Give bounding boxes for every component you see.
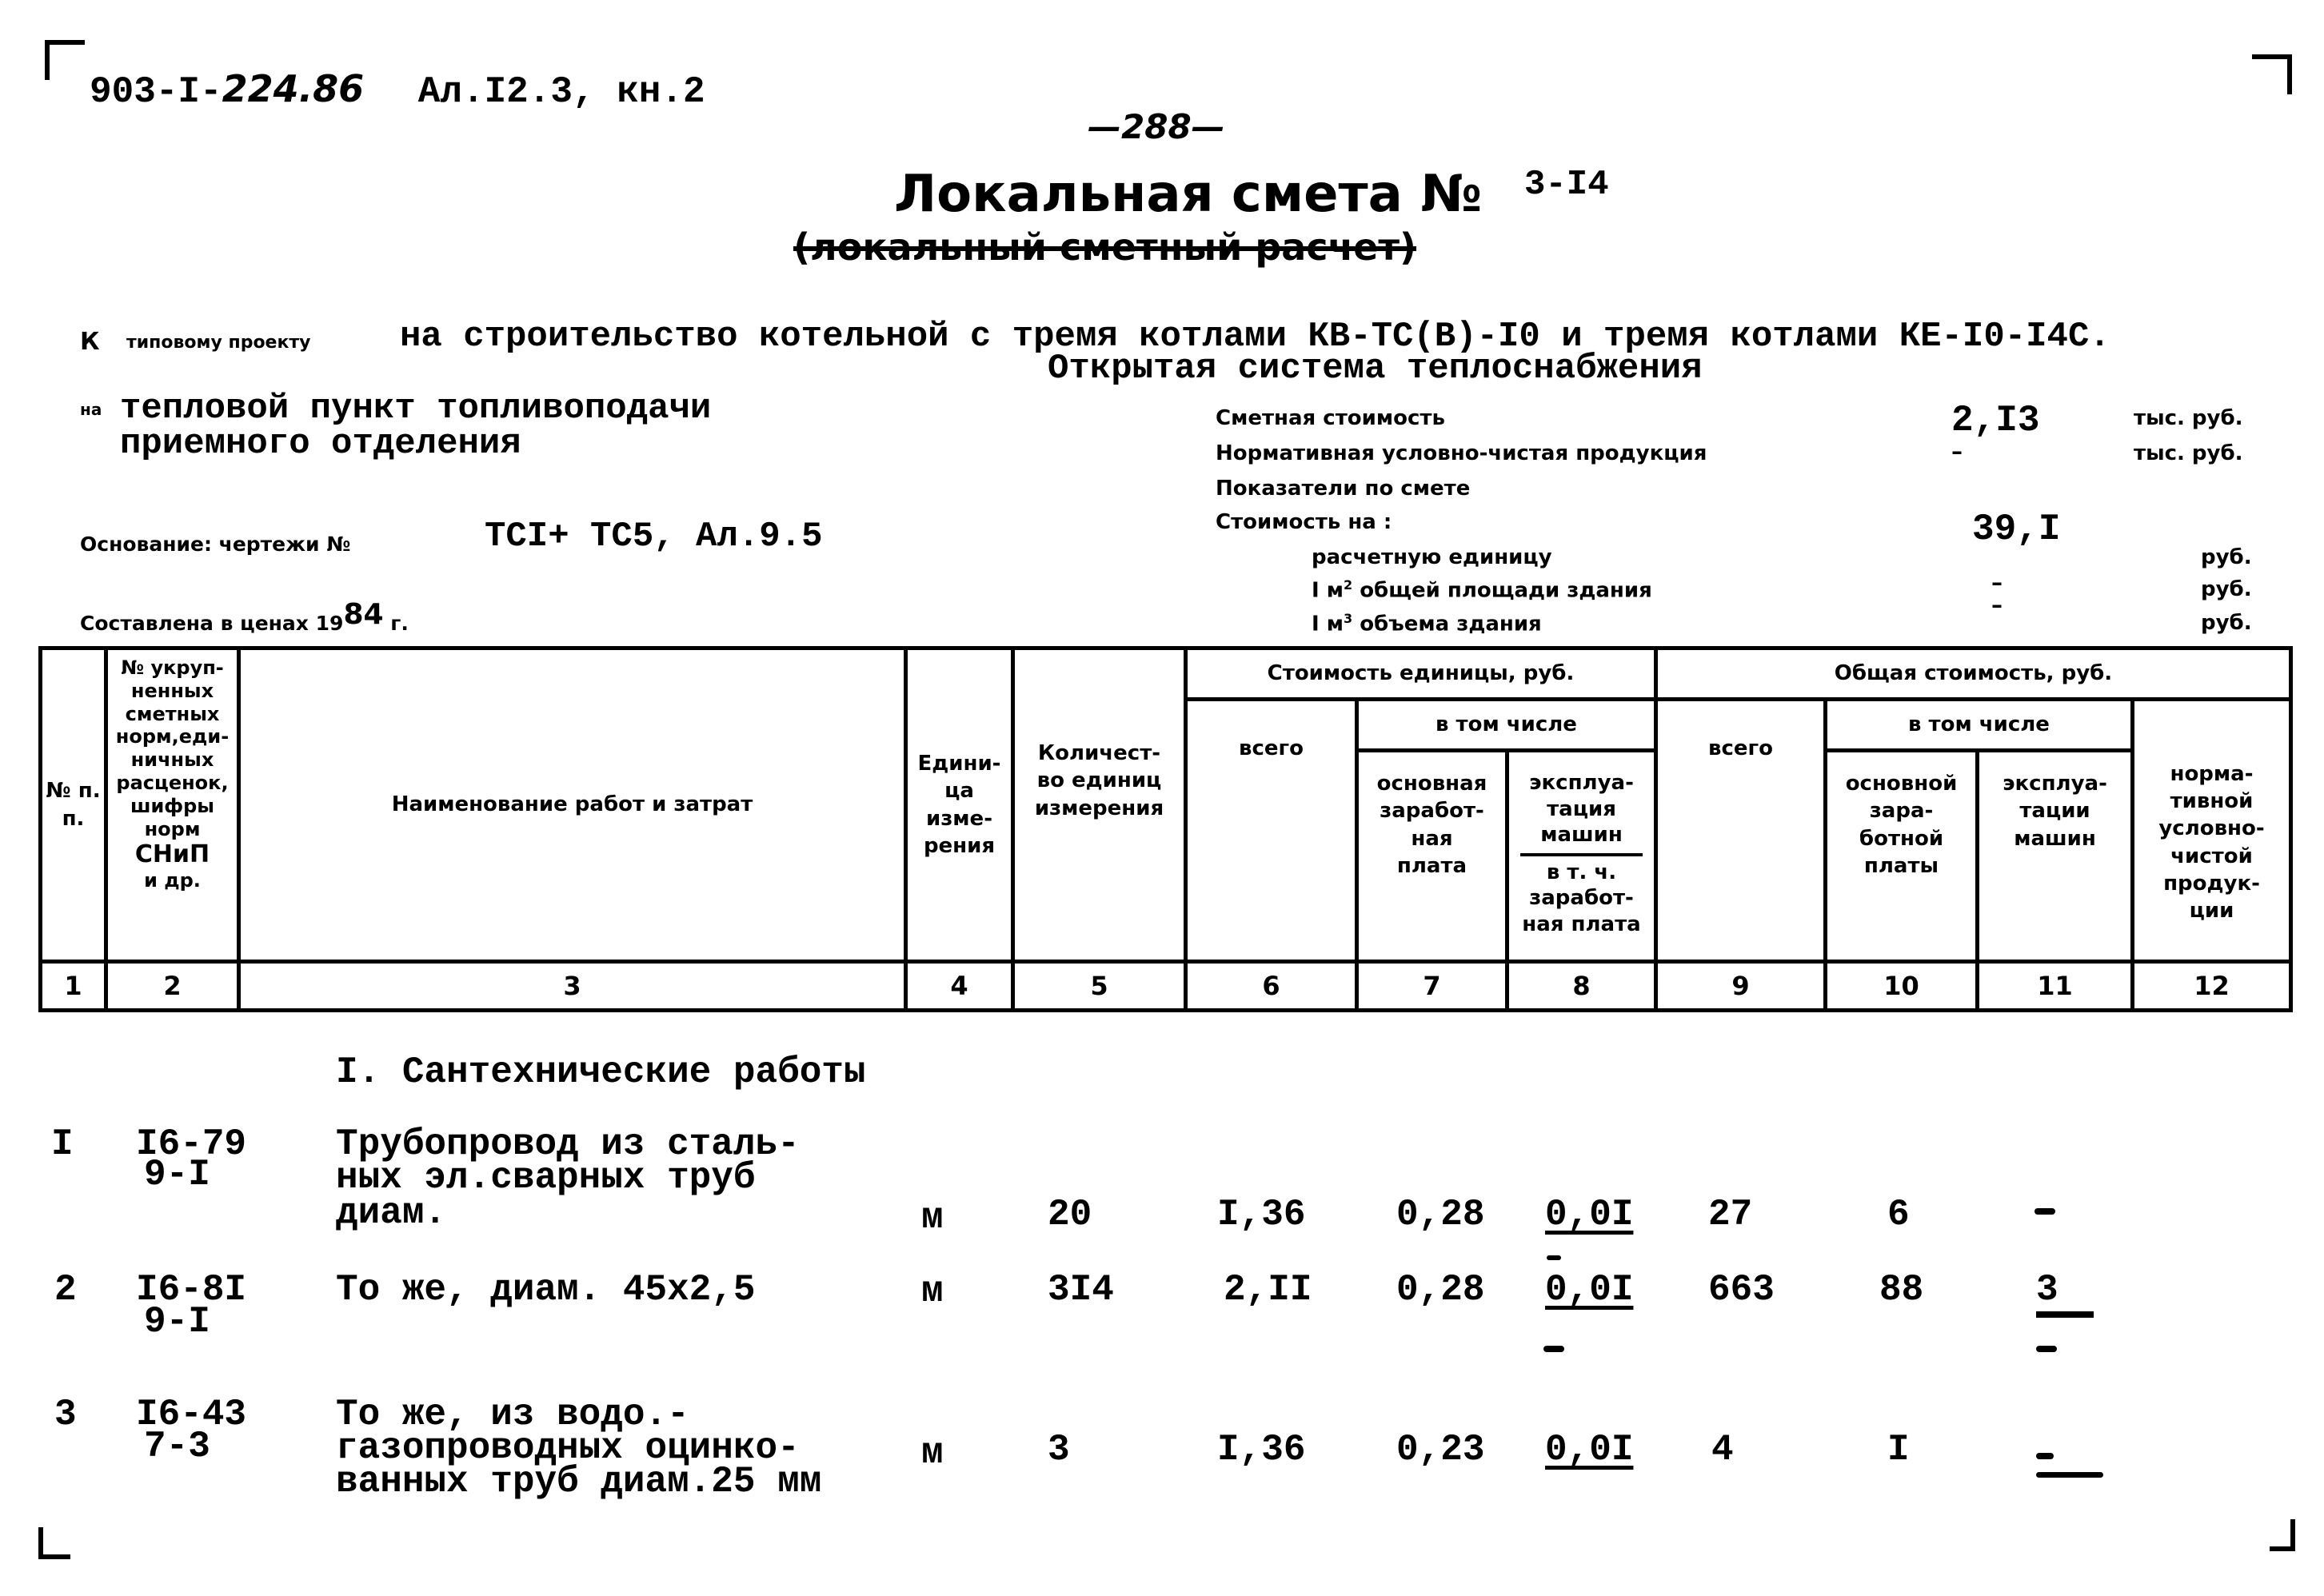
header-unit-incl: в том числе	[1357, 700, 1656, 751]
row-unit-machine: 0,0I	[1545, 1194, 1634, 1235]
header-col3: Наименование работ и затрат	[239, 648, 906, 962]
header-col9: всего	[1656, 700, 1826, 962]
corner-mark-bottom-right	[2270, 1519, 2295, 1551]
header-total-incl: в том числе	[1826, 700, 2133, 751]
object-line1: тепловой пункт топливоподачи	[120, 389, 712, 429]
cost-per-value: 39,I	[1972, 509, 2061, 550]
row-total-machine-dash	[2036, 1449, 2054, 1463]
calc-unit-unit: руб.	[2201, 545, 2252, 569]
row-total-machine: 3	[2036, 1271, 2094, 1318]
row-qty: 20	[1048, 1194, 1092, 1235]
row-num: 3	[54, 1394, 77, 1435]
row-unit-machine-wage-dash	[1547, 1251, 1561, 1265]
basis-label: Основание: чертежи №	[80, 533, 351, 556]
estimated-cost-value: 2,I3	[1951, 400, 2040, 441]
column-numbers-row: 1 2 3 4 5 6 7 8 9 10 11 12	[41, 962, 2291, 1011]
row-unit-wage: 0,28	[1396, 1269, 1485, 1311]
row-unit: м	[921, 1271, 944, 1312]
object-line2: приемного отделения	[120, 424, 521, 464]
row-total-machine-dash	[2034, 1204, 2055, 1219]
per-m2-unit: руб.	[2201, 577, 2252, 601]
project-name-line1: на строительство котельной с тремя котлами КВ-ТС(В)-I0 и тремя котлами КЕ-I0-I4C.	[400, 317, 2110, 357]
row-unit-total: I,36	[1217, 1429, 1306, 1470]
prices-label: Составлена в ценах 1984 г.	[80, 598, 409, 635]
row-unit-wage: 0,28	[1396, 1194, 1485, 1235]
row-qty: 3	[1048, 1429, 1070, 1470]
estimated-cost-label: Сметная стоимость	[1216, 406, 1445, 430]
page-number: —288—	[1088, 107, 1225, 146]
label-typical-project: типовому проекту	[126, 333, 311, 353]
row-qty: 3I4	[1048, 1269, 1114, 1311]
header-col2: № укруп- ненных сметных норм,еди- ничных расценок, шифры норм СНиП и др.	[106, 648, 239, 962]
row-code-line1: I6-43	[136, 1394, 247, 1435]
header-col11: эксплуа- тации машин	[1978, 751, 2133, 962]
row-code-line2: 7-3	[144, 1426, 210, 1467]
row-name-line1: То же, диам. 45х2,5	[336, 1269, 756, 1311]
basis-value: ТСI+ ТС5, Ал.9.5	[485, 517, 823, 557]
per-m3-label: I $м^3$ объема здания	[1312, 611, 1542, 636]
row-unit-machine: 0,0I	[1545, 1269, 1634, 1311]
fraction-line	[1520, 853, 1643, 856]
row-total: 663	[1708, 1269, 1775, 1311]
row-num: 2	[54, 1269, 77, 1311]
label-na: на	[80, 400, 102, 419]
header-unit-cost-group: Стоимость единицы, руб.	[1186, 648, 1656, 700]
row-unit-machine-wage-dash	[1543, 1342, 1564, 1356]
estimate-number: 3-I4	[1524, 165, 1609, 205]
header-col6: всего	[1186, 700, 1357, 962]
row-name-line3: диам.	[336, 1192, 447, 1234]
per-m3-value: –	[1991, 592, 2003, 618]
page-title: Локальная смета №	[894, 165, 1483, 224]
header-col10: основной зара- ботной платы	[1826, 751, 1978, 962]
header-total-cost-group: Общая стоимость, руб.	[1656, 648, 2291, 700]
section-title: I. Сантехнические работы	[336, 1051, 866, 1093]
row-total-wage: 6	[1887, 1194, 1910, 1235]
row-num: I	[51, 1123, 74, 1165]
doc-code-handwritten: 224.86	[222, 67, 365, 110]
normative-label: Нормативная условно-чистая продукция	[1216, 441, 1707, 465]
cost-per-label: Стоимость на :	[1216, 510, 1392, 534]
per-m2-label: I $м^2$ общей площади здания	[1312, 577, 1652, 603]
album-ref: Ал.I2.3, кн.2	[417, 71, 705, 113]
row-unit: м	[921, 1197, 944, 1239]
header-col7: основная заработ- ная плата	[1357, 751, 1507, 962]
row-name-line1: То же, из водо.-	[336, 1394, 689, 1435]
estimate-table-header	[38, 646, 2293, 1012]
label-k: К	[80, 328, 100, 356]
row-name-line2: газопроводных оцинко-	[336, 1427, 800, 1469]
document-code	[90, 67, 705, 113]
row-total-machine-wage-dash	[2036, 1342, 2057, 1356]
corner-mark-top-right	[2252, 54, 2292, 94]
header-col5: Количест- во единиц измерения	[1013, 648, 1186, 962]
row-name-line2: ных эл.сварных труб	[336, 1157, 756, 1199]
row-code-line2: 9-I	[144, 1154, 210, 1195]
row-unit-wage: 0,23	[1396, 1429, 1485, 1470]
row-total-wage: I	[1887, 1429, 1910, 1470]
header-col4: Едини- ца изме- рения	[906, 648, 1013, 962]
indicators-label: Показатели по смете	[1216, 477, 1471, 501]
header-col1: № п. п.	[41, 648, 106, 962]
row-code-line2: 9-I	[144, 1301, 210, 1343]
calc-unit-label: расчетную единицу	[1312, 545, 1552, 569]
row-name-line3: ванных труб диам.25 мм	[336, 1461, 822, 1502]
row-unit: м	[921, 1432, 944, 1474]
estimated-cost-unit: тыс. руб.	[2134, 406, 2243, 430]
header-col8: эксплуа- тация машин в т. ч. заработ- ная плата	[1507, 751, 1656, 962]
header-col12: норма- тивной условно- чистой продук- ции	[2133, 700, 2291, 962]
row-code-line1: I6-79	[136, 1123, 247, 1165]
row-unit-total: I,36	[1217, 1194, 1306, 1235]
row-name-line1: Трубопровод из сталь-	[336, 1123, 800, 1165]
corner-mark-bottom-left	[38, 1527, 70, 1559]
row-code-line1: I6-8I	[136, 1269, 247, 1311]
doc-code-prefix: 903-I-	[90, 71, 222, 113]
prices-year: 84	[343, 598, 384, 631]
per-m2-value: –	[1991, 569, 2003, 596]
corner-mark-top-left	[45, 40, 85, 80]
project-name-line2: Открытая система теплоснабжения	[1048, 349, 1703, 389]
per-m3-unit: руб.	[2201, 611, 2252, 635]
row-total-wage: 88	[1879, 1269, 1924, 1311]
row-total-machine-wage-dash	[2036, 1468, 2103, 1482]
row-total: 27	[1708, 1194, 1753, 1235]
normative-value: –	[1951, 438, 1963, 465]
normative-unit: тыс. руб.	[2134, 441, 2243, 465]
row-unit-machine: 0,0I	[1545, 1429, 1634, 1470]
row-unit-total: 2,II	[1224, 1269, 1312, 1311]
subtitle-struck: (локальный сметный расчет)	[793, 225, 1417, 269]
row-total: 4	[1711, 1429, 1734, 1470]
